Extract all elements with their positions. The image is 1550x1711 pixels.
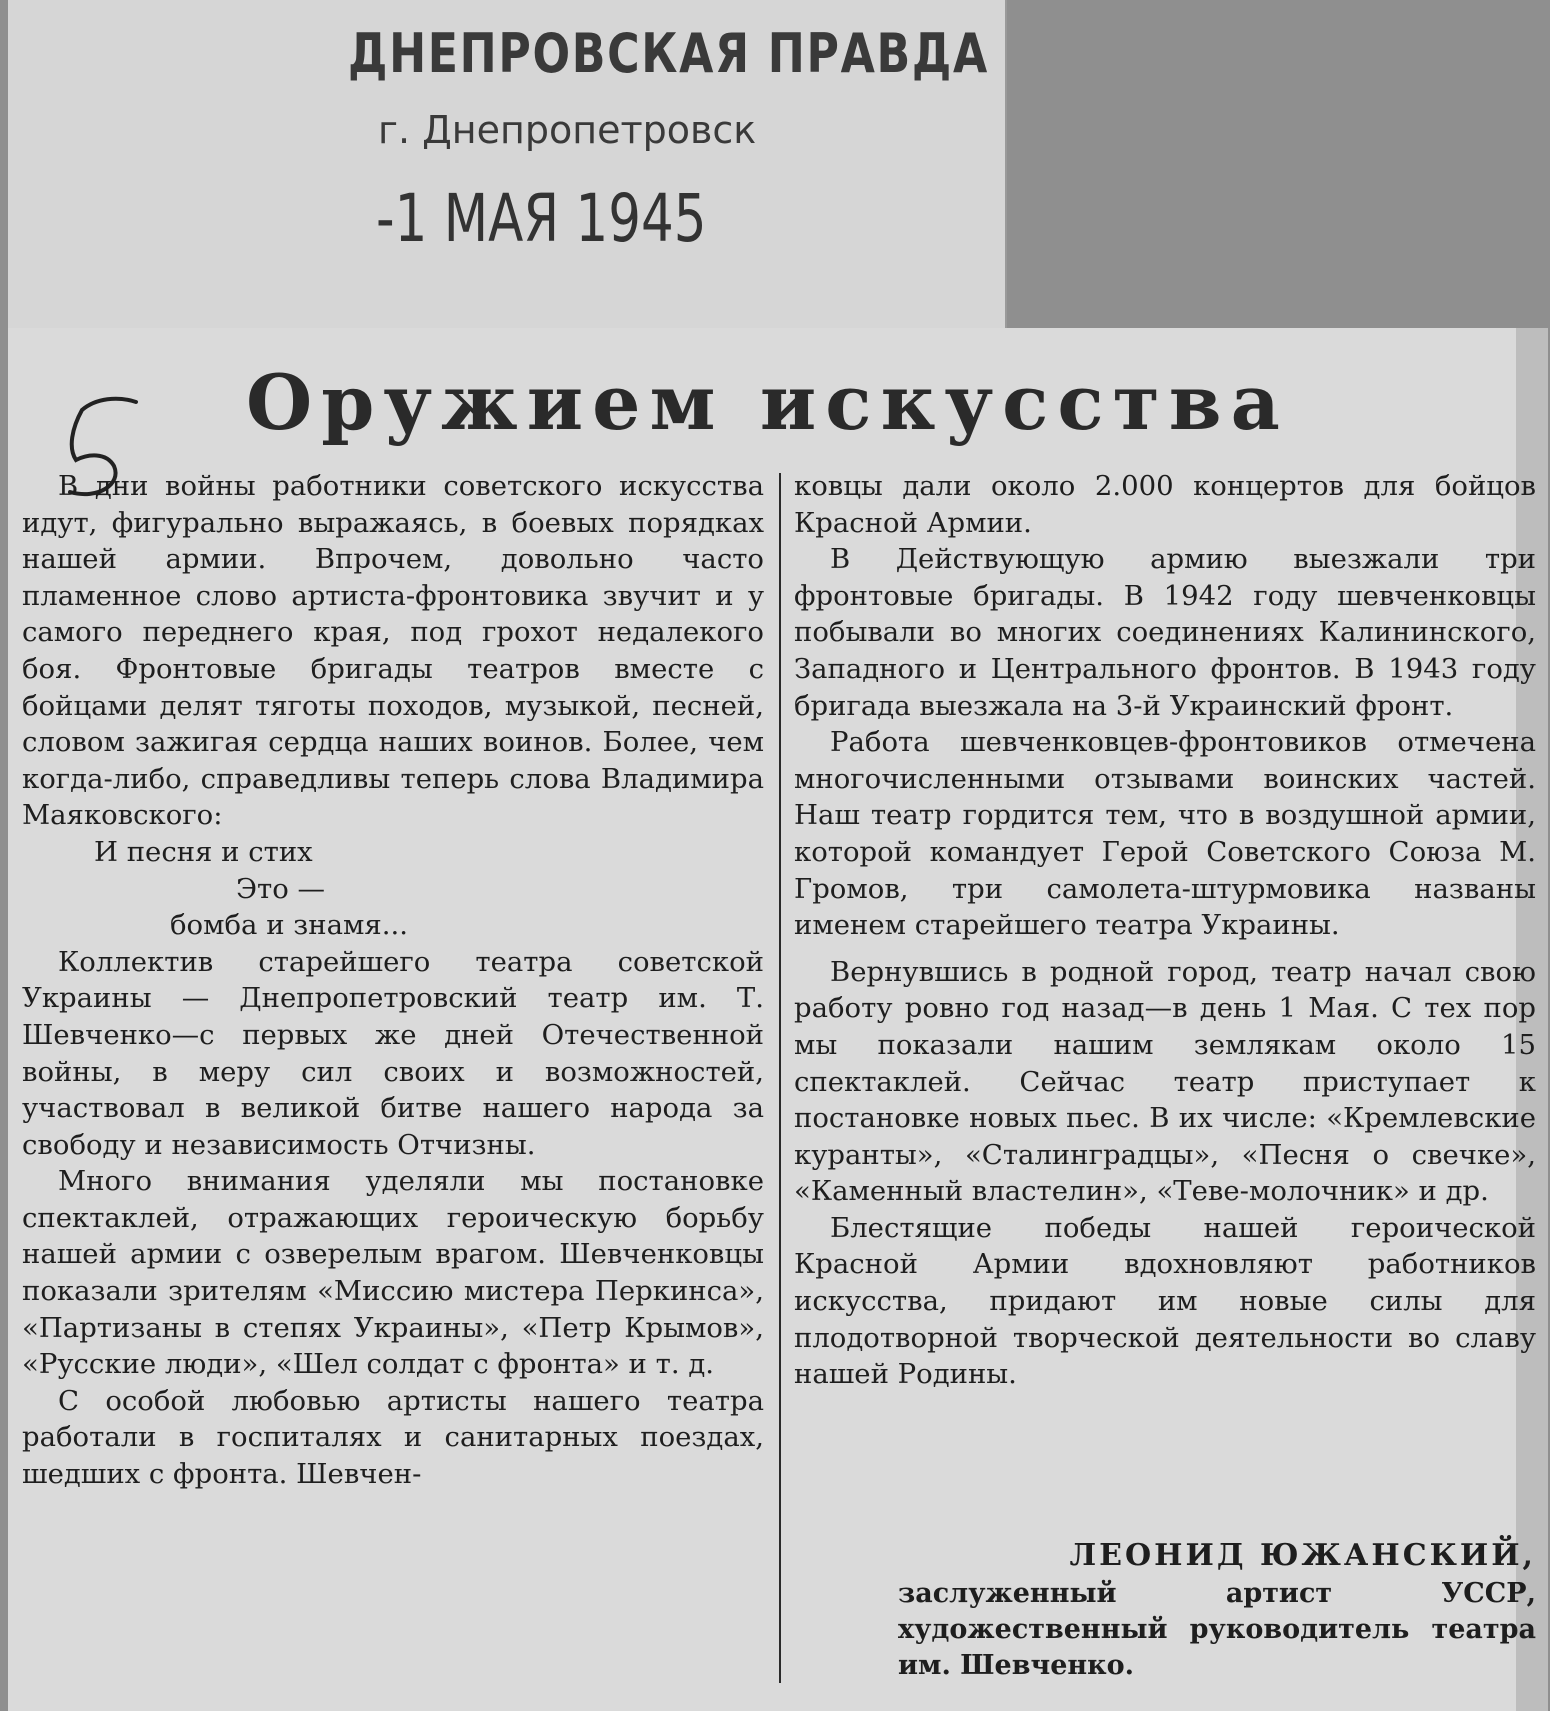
- author-title: заслуженный артист УССР, художественный руководитель театра им. Шевченко.: [898, 1578, 1536, 1681]
- paragraph: Работа шевченковцев-фронтовиков отмечена многочисленными отзывами воинских частей. Наш театр гордится тем, что в воздушной армии, которой командует Герой Советского Союза М. Громов, три самолета-штурмовика названы именем старейшего театра Украины.: [794, 726, 1536, 942]
- newspaper-name: ДНЕПРОВСКАЯ ПРАВДА: [348, 22, 989, 85]
- author-name: ЛЕОНИД ЮЖАНСКИЙ,: [1069, 1538, 1536, 1573]
- article-clipping: [8, 328, 1548, 1711]
- paragraph: Много внимания уделяли мы постановке спектаклей, отражающих героическую борьбу нашей армии с озверелым врагом. Шевченковцы показали зрителям «Миссию мистера Перкинса», «Партизаны в степях Украины», «Петр Крымов», «Русские люди», «Шел солдат с фронта» и т. д.: [22, 1165, 764, 1381]
- author-signature: [794, 1536, 1536, 1684]
- newspaper-label: [8, 0, 1007, 328]
- left-column: [22, 468, 764, 1493]
- paragraph: В дни войны работники советского искусства идут, фигурально выражаясь, в боевых порядках нашей армии. Впрочем, довольно часто пламенное слово артиста-фронтовика звучит и у самого переднего края, под грохот недалекого боя. Фронтовые бригады театров вместе с бойцами делят тяготы походов, музыкой, песней, словом зажигая сердца наших воинов. Более, чем когда-либо, справедливы теперь слова Владимира Маяковского:: [22, 470, 764, 832]
- paragraph: ковцы дали около 2.000 концертов для бойцов Красной Армии.: [794, 470, 1536, 539]
- poem-line: Это —: [236, 872, 326, 905]
- paragraph: С особой любовью артисты нашего театра работали в госпиталях и санитарных поездах, шедших с фронта. Шевчен-: [22, 1384, 764, 1491]
- date-stamp: -1 МАЯ 1945: [376, 180, 707, 257]
- article-title: Оружием искусства: [246, 358, 1289, 447]
- poem-quote: [22, 834, 764, 944]
- newspaper-city: г. Днепропетровск: [378, 108, 757, 152]
- paragraph: Вернувшись в родной город, театр начал свою работу ровно год назад—в день 1 Мая. С тех пор мы показали нашим землякам около 15 спектаклей. Сейчас театр приступает к постановке новых пьес. В их числе: «Кремлевские куранты», «Сталинградцы», «Песня о свечке», «Каменный властелин», «Теве-молочник» и др.: [794, 955, 1536, 1208]
- paragraph: В Действующую армию выезжали три фронтовые бригады. В 1942 году шевченковцы побывали во многих соединениях Калининского, Западного и Центрального фронтов. В 1943 году бригада выезжала на 3-й Украинский фронт.: [794, 543, 1536, 722]
- column-rule: [779, 473, 781, 1683]
- right-column: [794, 468, 1536, 1393]
- poem-line: И песня и стих: [94, 835, 313, 868]
- paragraph: Блестящие победы нашей героической Красной Армии вдохновляют работников искусства, придают им новые силы для плодотворной творческой деятельности во славу нашей Родины.: [794, 1211, 1536, 1391]
- poem-line: бомба и знамя...: [170, 909, 408, 942]
- paragraph: Коллектив старейшего театра советской Украины — Днепропетровский театр им. Т. Шевченко—с первых же дней Отечественной войны, в меру сил своих и возможностей, участвовал в великой битве нашего народа за свободу и независимость Отчизны.: [22, 945, 764, 1161]
